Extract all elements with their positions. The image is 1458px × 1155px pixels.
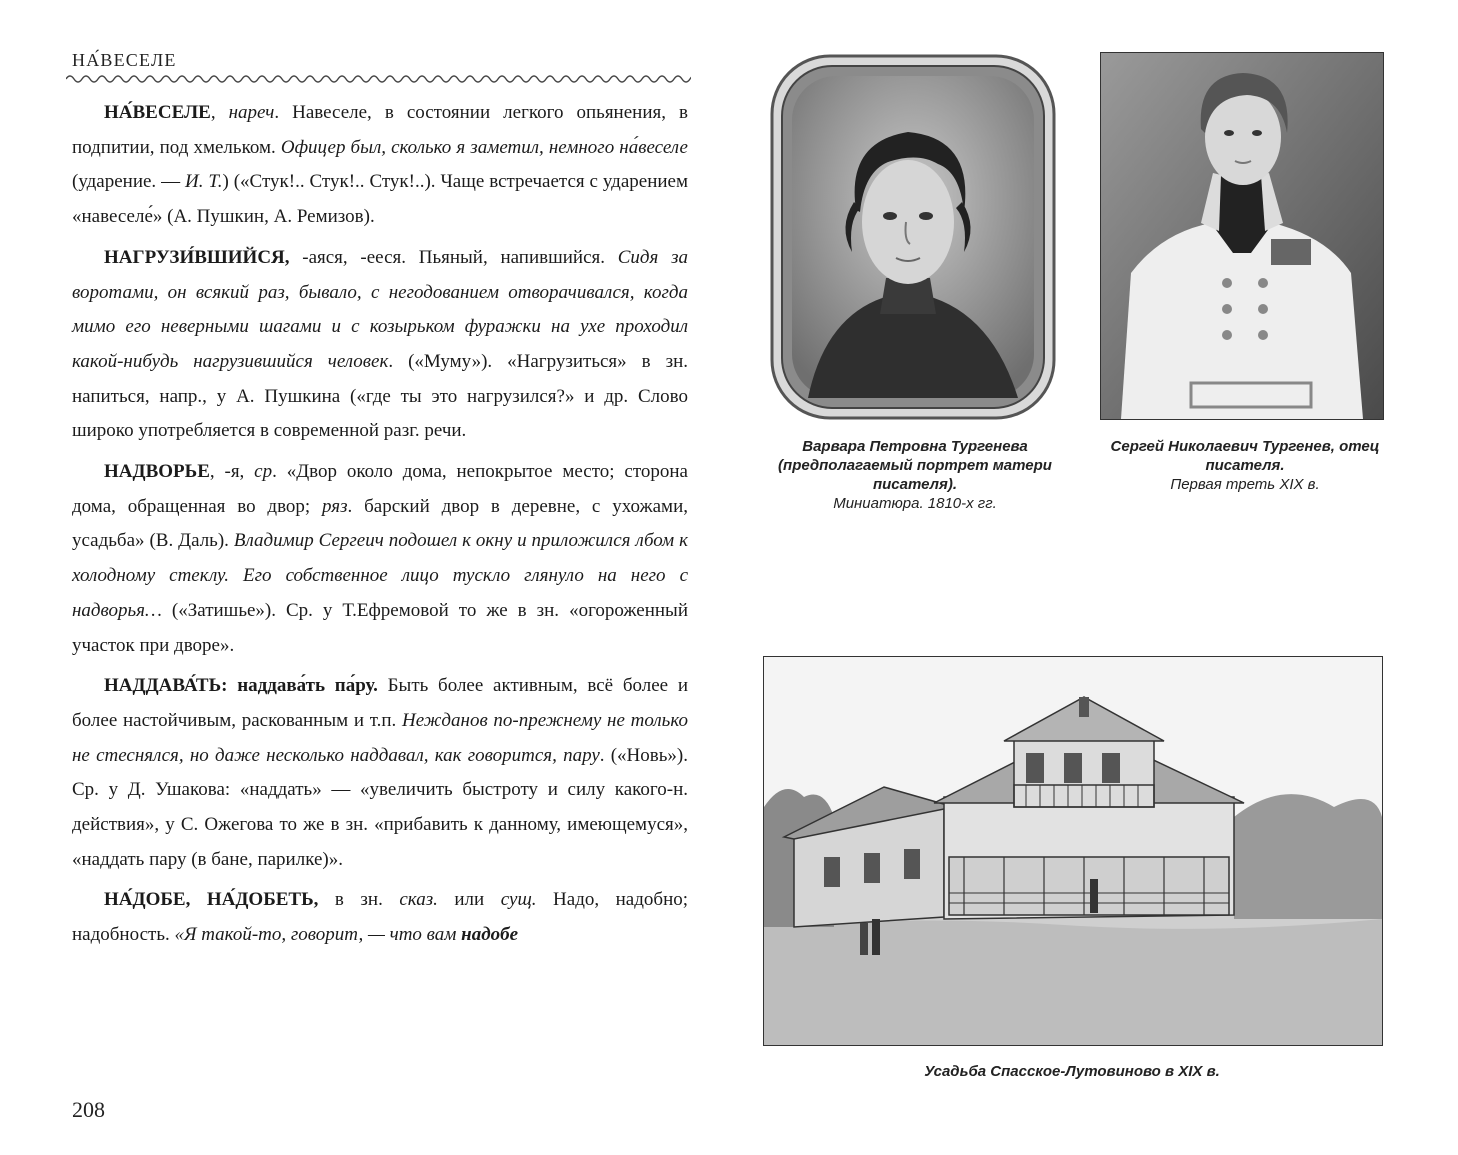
grammar-label: нареч — [228, 102, 275, 123]
caption-title: Сергей Николаевич Тургенев, отец писателя. — [1110, 438, 1380, 474]
region-label: ряз — [322, 495, 348, 517]
estate-illustration — [763, 656, 1383, 1046]
wavy-divider — [66, 72, 691, 86]
quote: Сидя за воротами, он всякий раз, бывало, с негодованием отворачивался, когда мимо его неверными шагами и с козырьком фуражки на ухе проходил какой-нибудь нагрузившийся человек — [72, 246, 688, 372]
mother-portrait-caption — [770, 437, 1060, 513]
headword: НАДВОРЬЕ — [104, 461, 210, 483]
running-title: НА́ВЕСЕЛЕ — [72, 50, 177, 70]
headword: НА́ВЕСЕЛЕ — [104, 102, 211, 123]
headword: НАГРУЗИ́ВШИЙСЯ, — [104, 246, 290, 268]
quote: «Я такой-то, говорит, — что вам — [174, 924, 462, 946]
headword: НА́ДОБЕ, НА́ДОБЕТЬ, — [104, 889, 319, 911]
author-initials: И. Т. — [185, 171, 223, 193]
caption-detail: Первая треть XIX в. — [1170, 476, 1320, 493]
estate-caption — [763, 1062, 1381, 1081]
entry-nadobe: НА́ДОБЕ, НА́ДОБЕТЬ, в зн. сказ. или сущ. Надо, надобно; надобность. «Я такой-то, говорит, — что вам надобе — [72, 889, 689, 946]
headword: НАДДАВА́ТЬ: наддава́ть па́ру. — [104, 675, 378, 697]
grammar-label: сказ. — [399, 889, 438, 911]
quote: Владимир Сергеич подошел к окну и приложился лбом к холодному стеклу. Его собственное лицо тускло глянуло на него с надворья… — [72, 530, 688, 621]
mother-miniature-portrait — [768, 52, 1058, 422]
page-number: 208 — [72, 1097, 105, 1122]
father-portrait — [1100, 52, 1384, 420]
entry-navesele: НА́ВЕСЕЛЕ, нареч. Навеселе, в состоянии легкого опьянения, в подпитии, под хмельком. Офицер был, сколько я заметил, немного на́веселе (ударение. — И. Т.) («Стук!.. Стук!.. Стук!..). Чаще встречается с ударением «навеселе́» (А. Пушкин, А. Ремизов). — [72, 102, 688, 228]
quote: Нежданов по-прежнему не только не стеснялся, но даже несколько наддавал, как говорится, пару — [72, 709, 688, 766]
quote-emphasis: надобе — [461, 924, 519, 946]
quote: Офицер был, сколько я заметил, немного на́веселе — [280, 136, 688, 158]
grammar-label: ср — [254, 461, 273, 483]
dictionary-column — [72, 96, 688, 959]
entry-naddavat: НАДДАВА́ТЬ: наддава́ть па́ру. Быть более активным, всё более и более настойчивым, раскованным и т.п. Нежданов по-прежнему не только не стеснялся, но даже несколько наддавал, как говорится, пару. («Новь»). Ср. у Д. Ушакова: «наддать» — «увеличить быстроту и силу какого-н. действия», у С. Ожегова то же в зн. «прибавить к данному, имеющемуся», «наддать пару (в бане, парилке)». — [72, 675, 688, 870]
father-portrait-caption — [1100, 437, 1390, 494]
entry-nadvorye: НАДВОРЬЕ, -я, ср. «Двор около дома, непокрытое место; сторона дома, обращенная во двор; ряз. барский двор в деревне, с ухожами, усадьба» (В. Даль). Владимир Сергеич подошел к окну и приложился лбом к холодному стеклу. Его собственное лицо тускло глянуло на него с надворья… («Затишье»). Ср. у Т.Ефремовой то же в зн. «огороженный участок при дворе». — [72, 461, 688, 656]
caption-title: Усадьба Спасское-Лутовиново в XIX в. — [924, 1063, 1220, 1080]
caption-title: Варвара Петровна Тургенева (предполагаемый портрет матери писателя). — [778, 438, 1052, 493]
grammar-label: сущ. — [500, 889, 537, 911]
caption-detail: Миниатюра. 1810-х гг. — [833, 495, 997, 512]
entry-nagruzivshiysya: НАГРУЗИ́ВШИЙСЯ, -аяся, -ееся. Пьяный, напившийся. Сидя за воротами, он всякий раз, бывало, с негодованием отворачивался, когда мимо его неверными шагами и с козырьком фуражки на ухе проходил какой-нибудь нагрузившийся человек. («Муму»). «Нагрузиться» в зн. напиться, напр., у А. Пушкина («где ты это нагрузился?» и др. Слово широко употребляется в современной разг. речи. — [72, 246, 688, 442]
